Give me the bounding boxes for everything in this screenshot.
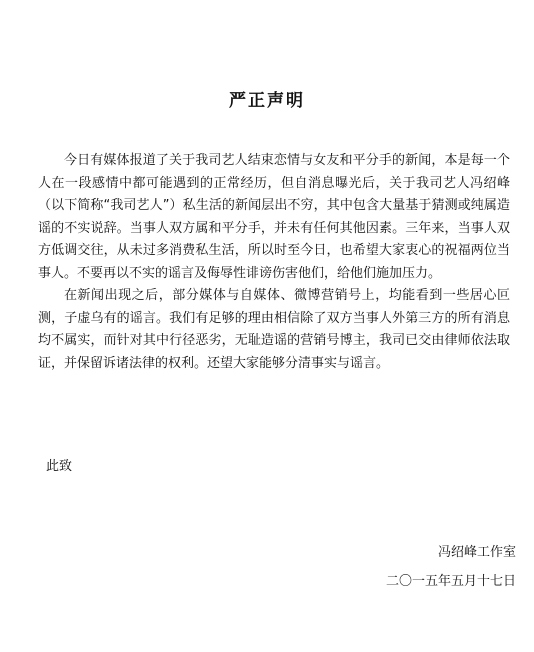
statement-paragraph-1: 今日有媒体报道了关于我司艺人结束恋情与女友和平分手的新闻，本是每一个人在一段感情中都可能遇到的正常经历，但自消息曝光后，关于我司艺人冯绍峰（以下简称“我司艺人”）私生活的新闻层出不穷，其中包含大量基于猜测或纯属造谣的不实说辞。当事人双方属和平分手，并未有任何其他因素。三年来，当事人双方低调交往，从未过多消费私生活，所以时至今日，也希望大家衷心的祝福两位当事人。不要再以不实的谣言及侮辱性诽谤伤害他们，给他们施加压力。 xyxy=(38,153,510,281)
statement-body xyxy=(38,150,510,375)
signature-block xyxy=(386,538,516,596)
closing-salutation: 此致 xyxy=(46,459,73,474)
statement-title: 严正声明 xyxy=(229,91,305,111)
statement-paragraph-2: 在新闻出现之后，部分媒体与自媒体、微博营销号上，均能看到一些居心叵测，子虚乌有的谣言。我们有足够的理由相信除了双方当事人外第三方的所有消息均不属实，而针对其中行径恶劣，无耻造谣的营销号博主，我司已交由律师依法取证，并保留诉诸法律的权利。还望大家能够分清事实与谣言。 xyxy=(38,288,510,371)
signature-organization: 冯绍峰工作室 xyxy=(437,545,516,560)
signature-date: 二〇一五年五月十七日 xyxy=(385,574,516,589)
